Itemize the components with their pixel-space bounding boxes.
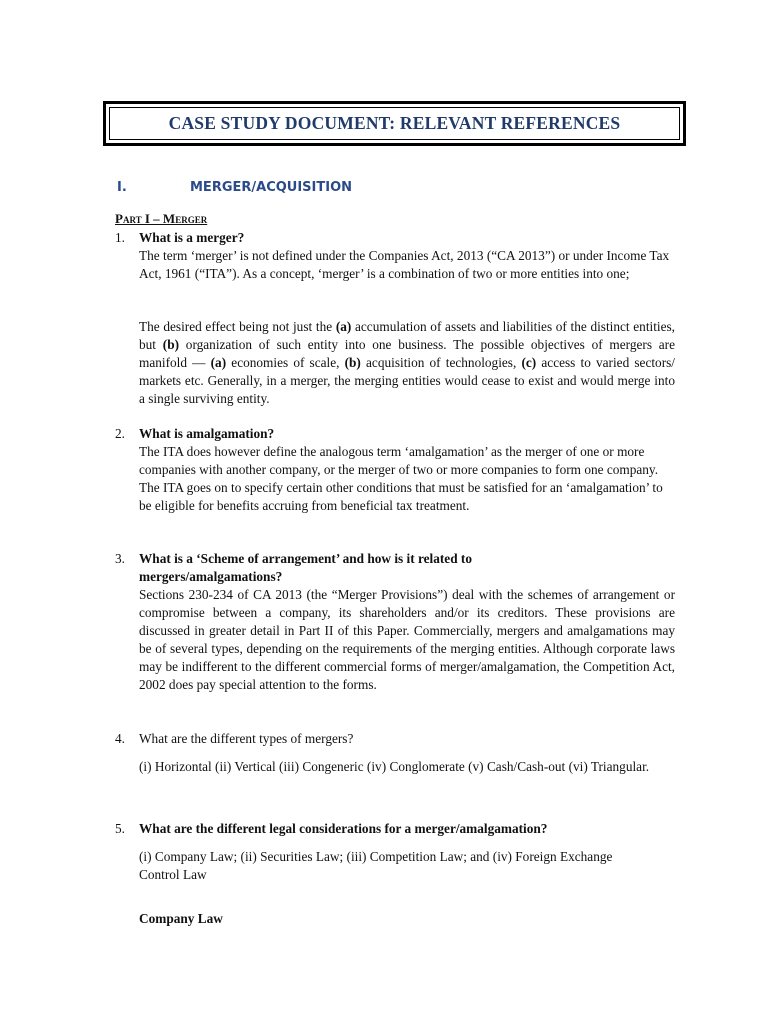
answer-1-paragraph-2 <box>139 318 675 408</box>
text-run: acquisition of technologies, <box>360 355 522 370</box>
text-run: economies of scale, <box>226 355 345 370</box>
question-text: What is amalgamation? <box>139 426 275 441</box>
emphasis-b: (b) <box>344 355 361 370</box>
section-number: I. <box>117 180 127 195</box>
text-run: The desired effect being not just the <box>139 319 336 334</box>
question-4 <box>115 730 677 748</box>
question-number: 5. <box>115 821 125 836</box>
title-box <box>103 101 686 146</box>
question-number: 4. <box>115 731 125 746</box>
answer-4-paragraph: (i) Horizontal (ii) Vertical (iii) Congeneric (iv) Conglomerate (v) Cash/Cash-out (vi) Triangular. <box>139 759 650 774</box>
section-title: MERGER/ACQUISITION <box>190 180 353 195</box>
question-number: 1. <box>115 230 125 245</box>
subheading-company-law: Company Law <box>139 911 223 926</box>
title-box-inner <box>109 107 680 140</box>
question-1 <box>115 229 677 247</box>
emphasis-b: (b) <box>162 337 180 352</box>
text-run: access to varied sectors/ markets etc. Generally, in a merger, the merging entities would cease to exist and would merge into a single surviving entity. <box>139 355 676 406</box>
question-number: 3. <box>115 551 125 566</box>
answer-3-paragraph: Sections 230-234 of CA 2013 (the “Merger Provisions”) deal with the schemes of arrangement or compromise between a company, its shareholders and/or its creditors. These provisions are discussed in greater detail in Part II of this Paper. Commercially, mergers and amalgamations may be of several types, depending on the requirements of the merging entities. Although corporate laws may be indifferent to the different commercial forms of merger/amalgamation, the Competition Act, 2002 does pay special attention to the forms. <box>139 587 675 692</box>
answer-1-paragraph-1: The term ‘merger’ is not defined under the Companies Act, 2013 (“CA 2013”) or under Income Tax Act, 1961 (“ITA”). As a concept, ‘merger’ is a combination of two or more entities into one; <box>139 248 670 281</box>
answer-2-paragraph: The ITA does however define the analogous term ‘amalgamation’ as the merger of one or more companies with another company, or the merger of two or more companies to form one company. The ITA goes on to specify certain other conditions that must be satisfied for an ‘amalgamation’ to be eligible for benefits accruing from beneficial tax treatment. <box>139 444 663 513</box>
text-run: accumulation of assets and liabilities of the distinct entities, but <box>139 319 676 352</box>
question-number: 2. <box>115 426 125 441</box>
question-3 <box>115 550 677 586</box>
text-run: organization of such entity into one business. The possible objectives of mergers are manifold — <box>139 337 675 370</box>
emphasis-c: (c) <box>521 355 537 370</box>
answer-5-paragraph: (i) Company Law; (ii) Securities Law; (iii) Competition Law; and (iv) Foreign Exchange Control Law <box>139 849 613 882</box>
emphasis-a: (a) <box>335 319 352 334</box>
question-text: What are the different types of mergers? <box>139 731 354 746</box>
part-title: Part I – Merger <box>115 211 208 226</box>
question-2 <box>115 425 677 443</box>
emphasis-a: (a) <box>210 355 227 370</box>
question-text: What is a ‘Scheme of arrangement’ and how is it related to mergers/amalgamations? <box>139 551 472 584</box>
section-heading <box>117 180 352 195</box>
question-5 <box>115 820 677 838</box>
question-text: What is a merger? <box>139 230 245 245</box>
question-text: What are the different legal considerations for a merger/amalgamation? <box>139 821 548 836</box>
document-title: CASE STUDY DOCUMENT: RELEVANT REFERENCES <box>168 113 621 133</box>
